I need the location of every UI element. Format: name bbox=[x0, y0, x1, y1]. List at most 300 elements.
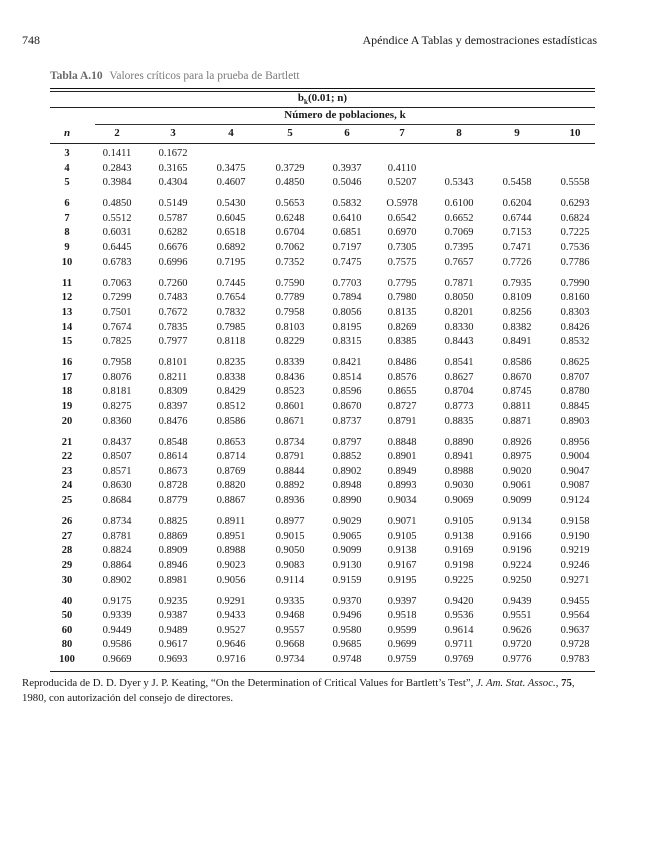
table-cell: 0.7471 bbox=[502, 242, 532, 254]
table-cell: 0.9489 bbox=[158, 624, 188, 636]
table-cell: 0.9065 bbox=[332, 530, 362, 542]
table-cell: 0.3984 bbox=[102, 177, 132, 189]
table-cell: 0.5458 bbox=[502, 177, 532, 189]
table-cell: 0.6045 bbox=[216, 212, 246, 224]
footnote bbox=[22, 676, 597, 706]
table-cell: 0.8076 bbox=[102, 371, 132, 383]
table-cell: 0.8737 bbox=[332, 415, 362, 427]
table-cell: 0.9759 bbox=[387, 654, 417, 665]
table-row bbox=[50, 495, 595, 510]
table-cell: 0.9748 bbox=[332, 654, 362, 665]
table-cell: 0.8824 bbox=[102, 545, 132, 557]
table-cell: 0.8118 bbox=[216, 336, 246, 348]
table-cell: 0.7575 bbox=[387, 256, 417, 268]
table-cell: 0.4607 bbox=[216, 177, 246, 189]
title-b: b bbox=[297, 92, 305, 104]
table-row bbox=[50, 610, 595, 625]
table-cell: 0.8275 bbox=[102, 401, 132, 412]
table-cell: 0.8781 bbox=[102, 530, 132, 542]
table-cell: 0.7980 bbox=[387, 292, 417, 304]
table-cell: 0.9169 bbox=[444, 545, 474, 557]
table-cell: 0.6248 bbox=[275, 212, 305, 224]
table-row bbox=[50, 480, 595, 495]
column-header-row bbox=[50, 127, 595, 143]
top-rule bbox=[50, 88, 595, 89]
table-cell: 0.9637 bbox=[560, 624, 590, 636]
table-cell: 0.6744 bbox=[502, 212, 532, 224]
table-cell: 0.8707 bbox=[560, 371, 590, 383]
table-cell: 0.6293 bbox=[560, 198, 590, 210]
header-rule bbox=[50, 143, 595, 144]
table-cell: 0.8869 bbox=[158, 530, 188, 542]
table-cell: 0.8890 bbox=[444, 436, 474, 448]
table-cell: 0.6204 bbox=[502, 198, 532, 210]
table-cell: 0.8867 bbox=[216, 495, 246, 507]
table-row bbox=[50, 466, 595, 481]
table-cell: 0.8523 bbox=[275, 386, 305, 398]
row-n: 60 bbox=[61, 624, 73, 636]
table-cell: 0.7985 bbox=[216, 321, 246, 333]
caption-text: Valores críticos para la prueba de Bartlett bbox=[109, 70, 300, 82]
table-cell: 0.5046 bbox=[332, 177, 362, 189]
table-cell: 0.8109 bbox=[502, 292, 532, 304]
table-cell: 0.7825 bbox=[102, 336, 132, 348]
table-cell: 0.7703 bbox=[332, 277, 362, 289]
table-cell: 0.7475 bbox=[332, 256, 362, 268]
table-cell: 0.7958 bbox=[102, 357, 132, 369]
table-cell: 0.3937 bbox=[332, 162, 362, 174]
table-cell: 0.8949 bbox=[387, 465, 417, 477]
table-cell: 0.7894 bbox=[332, 292, 362, 304]
row-n: 50 bbox=[61, 610, 73, 622]
table-caption bbox=[50, 70, 300, 82]
table-cell: 0.8946 bbox=[158, 559, 188, 571]
row-n: 29 bbox=[61, 559, 73, 571]
table-cell: 0.7990 bbox=[560, 277, 590, 289]
table-row bbox=[50, 227, 595, 242]
table-cell: 0.4850 bbox=[102, 198, 132, 210]
row-n: 6 bbox=[64, 198, 70, 210]
table-cell: 0.7305 bbox=[387, 242, 417, 254]
table-cell: 0.9105 bbox=[444, 516, 474, 528]
table-cell: 0.6851 bbox=[332, 227, 362, 239]
table-cell: 0.9166 bbox=[502, 530, 532, 542]
table-cell: 0.1672 bbox=[158, 148, 188, 159]
table-cell: 0.8160 bbox=[560, 292, 590, 304]
table-cell: 0.9439 bbox=[502, 595, 532, 607]
row-n: 22 bbox=[61, 451, 73, 463]
table-cell: 0.9069 bbox=[444, 495, 474, 507]
table-cell: 0.8586 bbox=[216, 415, 246, 427]
table-row bbox=[50, 257, 595, 272]
table-cell: 0.9195 bbox=[387, 574, 417, 586]
table-cell: 0.9564 bbox=[560, 610, 590, 622]
table-cell: 0.8512 bbox=[216, 401, 246, 412]
table-cell: 0.8653 bbox=[216, 436, 246, 448]
table-cell: 0.8704 bbox=[444, 386, 474, 398]
table-cell: 0.7395 bbox=[444, 242, 474, 254]
table-row bbox=[50, 242, 595, 257]
table-cell: 0.9099 bbox=[502, 495, 532, 507]
table-cell: 0.8902 bbox=[102, 574, 132, 586]
table-cell: 0.8714 bbox=[216, 451, 246, 463]
table-row bbox=[50, 416, 595, 431]
table-cell: 0.9685 bbox=[332, 639, 362, 651]
table-cell: 0.5787 bbox=[158, 212, 188, 224]
row-n: 40 bbox=[61, 595, 73, 607]
table-cell: 0.5653 bbox=[275, 198, 305, 210]
table-cell: 0.9158 bbox=[560, 516, 590, 528]
row-n: 27 bbox=[61, 530, 73, 542]
table-row bbox=[50, 437, 595, 452]
table-cell: 0.9527 bbox=[216, 624, 246, 636]
table-cell: 0.9728 bbox=[560, 639, 590, 651]
table-cell: 0.8892 bbox=[275, 480, 305, 492]
table-cell: 0.8655 bbox=[387, 386, 417, 398]
table-cell: 0.9557 bbox=[275, 624, 305, 636]
table-cell: 0.9433 bbox=[216, 610, 246, 622]
table-cell: 0.8948 bbox=[332, 480, 362, 492]
table-cell: 0.7795 bbox=[387, 277, 417, 289]
table-cell: 0.8936 bbox=[275, 495, 305, 507]
table-cell: 0.5512 bbox=[102, 212, 132, 224]
row-n: 23 bbox=[61, 465, 73, 477]
table-cell: 0.8426 bbox=[560, 321, 590, 333]
table-cell: 0.8728 bbox=[158, 480, 188, 492]
table-cell: 0.8901 bbox=[387, 451, 417, 463]
table-cell: 0.7835 bbox=[158, 321, 188, 333]
table-cell: 0.8436 bbox=[275, 371, 305, 383]
table-cell: 0.6100 bbox=[444, 198, 474, 210]
table-cell: 0.7153 bbox=[502, 227, 532, 239]
table-cell: 0.9716 bbox=[216, 654, 246, 665]
row-n: 19 bbox=[61, 401, 73, 412]
table-cell: 0.8670 bbox=[502, 371, 532, 383]
table-cell: 0.9599 bbox=[387, 624, 417, 636]
table-row bbox=[50, 451, 595, 466]
table-row bbox=[50, 307, 595, 322]
table-cell: 0.7657 bbox=[444, 256, 474, 268]
table-cell: 0.9196 bbox=[502, 545, 532, 557]
table-cell: 0.8684 bbox=[102, 495, 132, 507]
table-cell: 0.9668 bbox=[275, 639, 305, 651]
table-cell: 0.6282 bbox=[158, 227, 188, 239]
table-cell: 0.8670 bbox=[332, 401, 362, 412]
table-cell: 0.8990 bbox=[332, 495, 362, 507]
table-cell: 0.8614 bbox=[158, 451, 188, 463]
row-n: 16 bbox=[61, 357, 73, 369]
table-cell: 0.7726 bbox=[502, 256, 532, 268]
row-n: 11 bbox=[62, 277, 72, 289]
header-k-8: 8 bbox=[456, 127, 462, 139]
table-cell: 0.9083 bbox=[275, 559, 305, 571]
table-cell: 0.8864 bbox=[102, 559, 132, 571]
table-cell: 0.7501 bbox=[102, 306, 132, 318]
table-cell: 0.8443 bbox=[444, 336, 474, 348]
table-cell: 0.8791 bbox=[275, 451, 305, 463]
row-n: 24 bbox=[61, 480, 73, 492]
table-cell: 0.6783 bbox=[102, 256, 132, 268]
table-cell: 0.8727 bbox=[387, 401, 417, 412]
table-cell: 0.8951 bbox=[216, 530, 246, 542]
table-row bbox=[50, 625, 595, 640]
table-body bbox=[50, 148, 595, 669]
table-cell: 0.9029 bbox=[332, 516, 362, 528]
table-cell: 0.8211 bbox=[158, 371, 188, 383]
table-cell: 0.9387 bbox=[158, 610, 188, 622]
table-cell: 0.8797 bbox=[332, 436, 362, 448]
title-sub-k: k bbox=[304, 98, 308, 107]
table-cell: 0.9250 bbox=[502, 574, 532, 586]
table-cell: 0.7260 bbox=[158, 277, 188, 289]
group-rule bbox=[95, 124, 595, 125]
table-cell: 0.7672 bbox=[158, 306, 188, 318]
row-n: 3 bbox=[64, 148, 70, 159]
page-number: 748 bbox=[22, 33, 40, 47]
table-cell: 0.2843 bbox=[102, 162, 132, 174]
table-cell: 0.9114 bbox=[275, 574, 305, 586]
row-n: 12 bbox=[61, 292, 73, 304]
table-cell: O.5978 bbox=[386, 198, 418, 210]
table-cell: 0.6542 bbox=[387, 212, 417, 224]
table-cell: 0.8541 bbox=[444, 357, 474, 369]
table-cell: 0.8903 bbox=[560, 415, 590, 427]
table-cell: 0.8135 bbox=[387, 306, 417, 318]
table-cell: 0.8791 bbox=[387, 415, 417, 427]
table-cell: 0.8988 bbox=[216, 545, 246, 557]
table-cell: 0.8975 bbox=[502, 451, 532, 463]
footnote-journal: J. Am. Stat. Assoc. bbox=[476, 677, 556, 689]
table-cell: 0.8338 bbox=[216, 371, 246, 383]
table-cell: 0.8745 bbox=[502, 386, 532, 398]
table-cell: 0.9734 bbox=[275, 654, 305, 665]
table-cell: 0.8673 bbox=[158, 465, 188, 477]
table-cell: 0.8630 bbox=[102, 480, 132, 492]
table-cell: 0.7062 bbox=[275, 242, 305, 254]
table-cell: 0.8576 bbox=[387, 371, 417, 383]
table-row bbox=[50, 163, 595, 178]
table-cell: 0.8871 bbox=[502, 415, 532, 427]
row-n: 5 bbox=[64, 177, 70, 189]
table-cell: 0.8050 bbox=[444, 292, 474, 304]
table-row bbox=[50, 596, 595, 611]
table-cell: 0.8852 bbox=[332, 451, 362, 463]
table-cell: 0.8993 bbox=[387, 480, 417, 492]
table-row bbox=[50, 357, 595, 372]
table-cell: 0.8848 bbox=[387, 436, 417, 448]
table-cell: 0.4304 bbox=[158, 177, 188, 189]
table-row bbox=[50, 531, 595, 546]
table-cell: 0.8491 bbox=[502, 336, 532, 348]
table-cell: 0.8339 bbox=[275, 357, 305, 369]
table-cell: 0.8360 bbox=[102, 415, 132, 427]
table-cell: 0.8476 bbox=[158, 415, 188, 427]
table-row bbox=[50, 560, 595, 575]
table-cell: 0.9776 bbox=[502, 654, 532, 665]
table-cell: 0.8811 bbox=[502, 401, 532, 412]
caption-label: Tabla A.10 bbox=[50, 70, 103, 82]
table-cell: 0.8769 bbox=[216, 465, 246, 477]
header-k-7: 7 bbox=[399, 127, 405, 139]
table-cell: 0.5430 bbox=[216, 198, 246, 210]
table-cell: 0.6996 bbox=[158, 256, 188, 268]
table-cell: 0.8780 bbox=[560, 386, 590, 398]
table-cell: 0.7871 bbox=[444, 277, 474, 289]
table-cell: 0.9335 bbox=[275, 595, 305, 607]
table-cell: 0.7352 bbox=[275, 256, 305, 268]
row-n: 20 bbox=[61, 415, 73, 427]
table-cell: 0.6518 bbox=[216, 227, 246, 239]
table-cell: 0.9699 bbox=[387, 639, 417, 651]
row-n: 13 bbox=[61, 306, 73, 318]
table-row bbox=[50, 177, 595, 192]
table-cell: 0.5207 bbox=[387, 177, 417, 189]
table-cell: 0.8571 bbox=[102, 465, 132, 477]
row-n: 100 bbox=[59, 654, 75, 665]
table-cell: 0.7674 bbox=[102, 321, 132, 333]
table-cell: 0.8507 bbox=[102, 451, 132, 463]
table-cell: 0.7299 bbox=[102, 292, 132, 304]
table-cell: 0.9099 bbox=[332, 545, 362, 557]
table-cell: 0.7483 bbox=[158, 292, 188, 304]
table-cell: 0.9496 bbox=[332, 610, 362, 622]
table-cell: 0.7195 bbox=[216, 256, 246, 268]
row-n: 10 bbox=[61, 256, 73, 268]
table-cell: 0.9711 bbox=[444, 639, 474, 651]
table-cell: 0.8734 bbox=[275, 436, 305, 448]
table-cell: 0.7654 bbox=[216, 292, 246, 304]
table-cell: 0.8835 bbox=[444, 415, 474, 427]
table-cell: 0.8229 bbox=[275, 336, 305, 348]
table-cell: 0.9468 bbox=[275, 610, 305, 622]
table-cell: 0.8988 bbox=[444, 465, 474, 477]
table-cell: 0.8421 bbox=[332, 357, 362, 369]
table-cell: 0.8382 bbox=[502, 321, 532, 333]
table-cell: 0.9397 bbox=[387, 595, 417, 607]
table-cell: 0.8532 bbox=[560, 336, 590, 348]
table-cell: 0.6676 bbox=[158, 242, 188, 254]
table-cell: 0.8101 bbox=[158, 357, 188, 369]
row-n: 30 bbox=[61, 574, 73, 586]
table-cell: 0.9614 bbox=[444, 624, 474, 636]
table-cell: 0.7069 bbox=[444, 227, 474, 239]
table-cell: 0.9034 bbox=[387, 495, 417, 507]
table-cell: 0.7197 bbox=[332, 242, 362, 254]
title-rule bbox=[50, 107, 595, 108]
table-cell: 0.8548 bbox=[158, 436, 188, 448]
table-cell: 0.8486 bbox=[387, 357, 417, 369]
table-cell: 0.8103 bbox=[275, 321, 305, 333]
table-cell: 0.6652 bbox=[444, 212, 474, 224]
header-k-10: 10 bbox=[569, 127, 581, 139]
table-cell: 0.8981 bbox=[158, 574, 188, 586]
table-cell: 0.8844 bbox=[275, 465, 305, 477]
table-cell: 0.7786 bbox=[560, 256, 590, 268]
footnote-text-2: , 1980, con autorización del consejo de directores. bbox=[22, 677, 575, 704]
table-cell: 0.6704 bbox=[275, 227, 305, 239]
table-cell: 0.9175 bbox=[102, 595, 132, 607]
table-cell: 0.4850 bbox=[275, 177, 305, 189]
table-title bbox=[50, 92, 595, 107]
table-cell: 0.9617 bbox=[158, 639, 188, 651]
table-cell: 0.8330 bbox=[444, 321, 474, 333]
table-cell: 0.9134 bbox=[502, 516, 532, 528]
table-cell: 0.8181 bbox=[102, 386, 132, 398]
table-cell: 0.9056 bbox=[216, 574, 246, 586]
row-n: 26 bbox=[61, 516, 73, 528]
bottom-rule bbox=[50, 671, 595, 672]
table-cell: 0.9518 bbox=[387, 610, 417, 622]
table-cell: 0.9449 bbox=[102, 624, 132, 636]
table-row bbox=[50, 654, 595, 669]
table-cell: 0.8195 bbox=[332, 321, 362, 333]
table-cell: 0.9271 bbox=[560, 574, 590, 586]
group-header: Número de poblaciones, k bbox=[284, 109, 406, 121]
table-cell: 0.9669 bbox=[102, 654, 132, 665]
row-n: 21 bbox=[61, 436, 73, 448]
table-cell: 0.9693 bbox=[158, 654, 188, 665]
table-cell: 0.8956 bbox=[560, 436, 590, 448]
table-row bbox=[50, 372, 595, 387]
table-cell: 0.8627 bbox=[444, 371, 474, 383]
table-cell: 0.8309 bbox=[158, 386, 188, 398]
table-row bbox=[50, 401, 595, 416]
table-cell: 0.8779 bbox=[158, 495, 188, 507]
table-cell: 0.9586 bbox=[102, 639, 132, 651]
header-k-3: 3 bbox=[170, 127, 176, 139]
footnote-text-1: Reproducida de D. D. Dyer y J. P. Keating, “On the Determination of Critical Values for Bartlett’s Test”, bbox=[22, 677, 477, 689]
table-cell: 0.8514 bbox=[332, 371, 362, 383]
table-cell: 0.8303 bbox=[560, 306, 590, 318]
footnote-sep: , bbox=[555, 677, 562, 689]
table-cell: 0.7590 bbox=[275, 277, 305, 289]
table-cell: 0.5832 bbox=[332, 198, 362, 210]
table-cell: 0.9339 bbox=[102, 610, 132, 622]
table-row bbox=[50, 516, 595, 531]
table-row bbox=[50, 336, 595, 351]
table-cell: 0.9783 bbox=[560, 654, 590, 665]
table-cell: 0.9225 bbox=[444, 574, 474, 586]
table-cell: 0.9219 bbox=[560, 545, 590, 557]
table-cell: 0.9105 bbox=[387, 530, 417, 542]
table-cell: 0.8385 bbox=[387, 336, 417, 348]
row-n: 18 bbox=[61, 386, 73, 398]
table-cell: 0.9720 bbox=[502, 639, 532, 651]
table-cell: 0.7832 bbox=[216, 306, 246, 318]
table-cell: 0.8671 bbox=[275, 415, 305, 427]
table-cell: 0.5343 bbox=[444, 177, 474, 189]
header-k-5: 5 bbox=[287, 127, 293, 139]
table-cell: 0.9087 bbox=[560, 480, 590, 492]
table-cell: 0.9138 bbox=[444, 530, 474, 542]
table-row bbox=[50, 198, 595, 213]
title-params: (0.01; n) bbox=[307, 92, 348, 104]
row-n: 9 bbox=[64, 242, 70, 254]
row-n: 17 bbox=[61, 371, 73, 383]
table-cell: 0.8256 bbox=[502, 306, 532, 318]
table-cell: 0.3475 bbox=[216, 162, 246, 174]
table-cell: 0.9198 bbox=[444, 559, 474, 571]
table-cell: 0.8201 bbox=[444, 306, 474, 318]
table-cell: 0.6445 bbox=[102, 242, 132, 254]
table-cell: 0.9167 bbox=[387, 559, 417, 571]
row-n: 8 bbox=[64, 227, 70, 239]
table-cell: 0.8926 bbox=[502, 436, 532, 448]
table-cell: 0.7536 bbox=[560, 242, 590, 254]
footnote-volume: 75 bbox=[561, 677, 572, 689]
table-cell: 0.8825 bbox=[158, 516, 188, 528]
table-cell: 0.5149 bbox=[158, 198, 188, 210]
